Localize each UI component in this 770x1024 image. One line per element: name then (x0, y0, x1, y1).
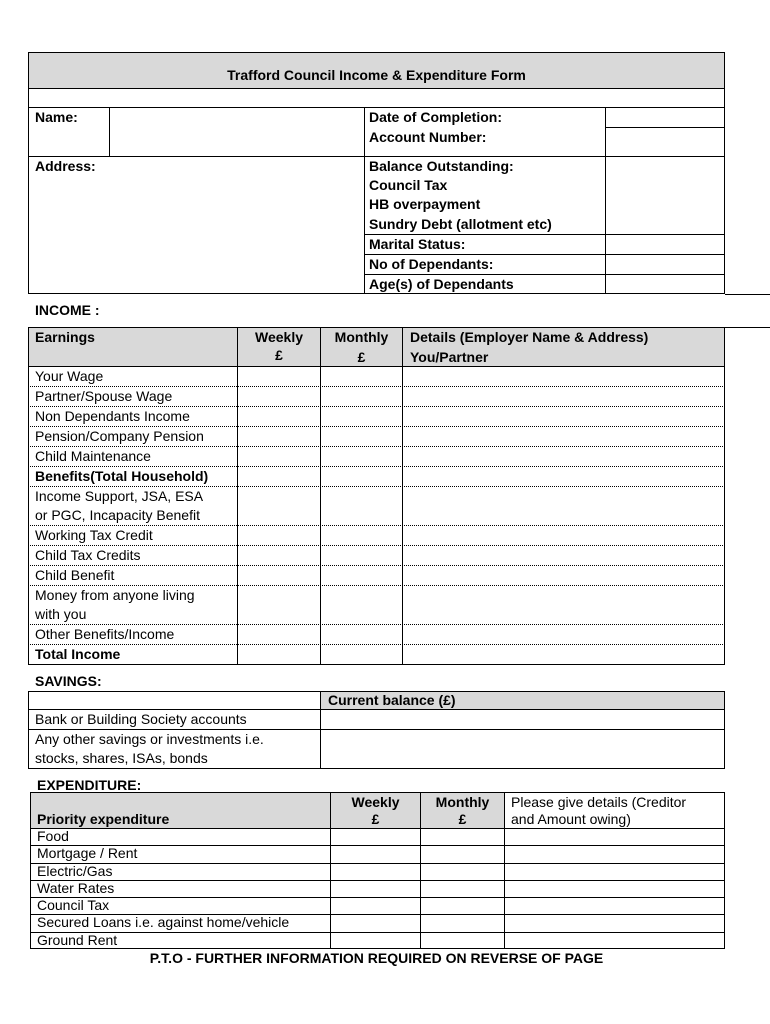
income-row-label: Child Tax Credits (35, 547, 141, 563)
income-weekly-cell[interactable] (238, 586, 320, 624)
earnings-header: Earnings (35, 329, 95, 345)
income-details-cell[interactable] (403, 546, 724, 565)
income-monthly-cell[interactable] (321, 427, 402, 446)
income-weekly-cell[interactable] (238, 625, 320, 644)
income-section-label: INCOME : (35, 302, 100, 318)
income-details-cell[interactable] (403, 487, 724, 525)
income-weekly-cell[interactable] (238, 427, 320, 446)
income-row-label: Other Benefits/Income (35, 626, 175, 642)
expenditure-row-label: Mortgage / Rent (37, 845, 138, 861)
income-monthly-cell[interactable] (321, 367, 402, 386)
savings-other-balance-field[interactable] (321, 730, 724, 769)
account-number-field[interactable] (606, 128, 724, 156)
address-field[interactable] (110, 157, 364, 294)
expenditure-row-label: Ground Rent (37, 932, 118, 948)
income-weekly-header: Weekly (255, 329, 303, 345)
income-details-cell[interactable] (403, 526, 724, 545)
ages-of-dependants-field[interactable] (606, 275, 724, 294)
expenditure-weekly-cell[interactable] (331, 864, 420, 880)
expenditure-details-cell[interactable] (505, 881, 724, 897)
expenditure-monthly-unit: £ (458, 811, 467, 827)
income-monthly-cell[interactable] (321, 487, 402, 525)
expenditure-monthly-cell[interactable] (421, 898, 504, 914)
income-details-cell[interactable] (403, 586, 724, 624)
income-details-cell[interactable] (403, 407, 724, 426)
account-number-label: Account Number: (369, 129, 487, 145)
income-weekly-unit: £ (275, 347, 283, 363)
expenditure-row-label: Council Tax (37, 897, 110, 913)
income-details-cell[interactable] (403, 387, 724, 406)
income-monthly-cell[interactable] (321, 566, 402, 585)
income-row-label: Income Support, JSA, ESA (35, 488, 204, 504)
income-row-label-line2: with you (35, 606, 87, 622)
form-title: Trafford Council Income & Expenditure Form (227, 67, 526, 83)
expenditure-details-subheader: and Amount owing) (511, 811, 631, 827)
income-monthly-header: Monthly (334, 329, 389, 345)
expenditure-monthly-cell[interactable] (421, 933, 504, 949)
expenditure-monthly-cell[interactable] (421, 881, 504, 897)
expenditure-section-label: EXPENDITURE: (37, 777, 142, 793)
expenditure-weekly-header: Weekly (351, 794, 400, 810)
income-monthly-cell[interactable] (321, 586, 402, 624)
income-weekly-cell[interactable] (238, 367, 320, 386)
council-tax-debt-label: Council Tax (369, 177, 448, 193)
dependants-field[interactable] (606, 255, 724, 274)
savings-section-label: SAVINGS: (35, 673, 102, 689)
expenditure-monthly-header: Monthly (435, 794, 490, 810)
savings-other-label-line2: stocks, shares, ISAs, bonds (35, 750, 208, 766)
expenditure-details-cell[interactable] (505, 829, 724, 845)
expenditure-row-label: Electric/Gas (37, 863, 113, 879)
income-monthly-unit: £ (357, 349, 366, 365)
name-label: Name: (35, 109, 78, 125)
expenditure-details-cell[interactable] (505, 915, 724, 931)
income-monthly-cell[interactable] (321, 546, 402, 565)
income-details-cell[interactable] (403, 625, 724, 644)
income-row-label: Your Wage (35, 368, 104, 384)
address-label: Address: (35, 158, 96, 174)
date-of-completion-field[interactable] (606, 108, 724, 127)
expenditure-weekly-cell[interactable] (331, 846, 420, 862)
income-weekly-cell[interactable] (238, 546, 320, 565)
income-row-label: Money from anyone living (35, 587, 195, 603)
balance-outstanding-label: Balance Outstanding: (369, 158, 514, 174)
date-of-completion-label: Date of Completion: (369, 109, 502, 125)
expenditure-details-cell[interactable] (505, 898, 724, 914)
income-weekly-cell[interactable] (238, 487, 320, 525)
income-monthly-cell[interactable] (321, 447, 402, 466)
income-details-header: Details (Employer Name & Address) (410, 329, 649, 345)
expenditure-details-cell[interactable] (505, 933, 724, 949)
income-monthly-cell[interactable] (321, 407, 402, 426)
name-field[interactable] (110, 108, 364, 156)
income-row-label: Child Maintenance (35, 448, 151, 464)
income-row-label: Total Income (35, 646, 121, 662)
hb-overpayment-label: HB overpayment (369, 196, 481, 212)
savings-bank-balance-field[interactable] (321, 710, 724, 729)
income-weekly-cell[interactable] (238, 566, 320, 585)
income-weekly-cell[interactable] (238, 645, 320, 664)
expenditure-monthly-cell[interactable] (421, 915, 504, 931)
expenditure-weekly-cell[interactable] (331, 933, 420, 949)
expenditure-row-label: Secured Loans i.e. against home/vehicle (37, 914, 290, 930)
income-details-cell[interactable] (403, 467, 724, 486)
expenditure-weekly-unit: £ (371, 811, 380, 827)
income-details-subheader: You/Partner (410, 349, 489, 365)
marital-status-label: Marital Status: (369, 236, 466, 252)
expenditure-monthly-cell[interactable] (421, 846, 504, 862)
expenditure-row-label: Water Rates (37, 880, 115, 896)
savings-other-label: Any other savings or investments i.e. (35, 731, 264, 747)
income-monthly-cell[interactable] (321, 467, 402, 486)
income-details-cell[interactable] (403, 645, 724, 664)
expenditure-monthly-cell[interactable] (421, 829, 504, 845)
income-weekly-cell[interactable] (238, 467, 320, 486)
expenditure-weekly-cell[interactable] (331, 829, 420, 845)
income-row-label: Benefits(Total Household) (35, 468, 209, 484)
expenditure-weekly-cell[interactable] (331, 915, 420, 931)
income-row-label: Partner/Spouse Wage (35, 388, 173, 404)
dependants-label: No of Dependants: (369, 256, 494, 272)
income-details-cell[interactable] (403, 447, 724, 466)
savings-bank-label: Bank or Building Society accounts (35, 711, 247, 727)
income-monthly-cell[interactable] (321, 625, 402, 644)
current-balance-header: Current balance (£) (328, 692, 456, 708)
income-weekly-cell[interactable] (238, 526, 320, 545)
income-monthly-cell[interactable] (321, 645, 402, 664)
income-weekly-cell[interactable] (238, 447, 320, 466)
income-row-label: Working Tax Credit (35, 527, 153, 543)
income-row-label: Non Dependants Income (35, 408, 190, 424)
sundry-debt-label: Sundry Debt (allotment etc) (369, 216, 552, 232)
income-monthly-cell[interactable] (321, 387, 402, 406)
ages-of-dependants-label: Age(s) of Dependants (369, 276, 514, 292)
income-row-label: Pension/Company Pension (35, 428, 204, 444)
income-weekly-cell[interactable] (238, 387, 320, 406)
income-row-label-line2: or PGC, Incapacity Benefit (35, 507, 200, 523)
expenditure-details-cell[interactable] (505, 846, 724, 862)
expenditure-monthly-cell[interactable] (421, 864, 504, 880)
marital-status-field[interactable] (606, 235, 724, 254)
priority-expenditure-header: Priority expenditure (37, 811, 170, 827)
income-details-cell[interactable] (403, 427, 724, 446)
expenditure-details-cell[interactable] (505, 864, 724, 880)
pto-footer: P.T.O - FURTHER INFORMATION REQUIRED ON REVERSE OF PAGE (149, 950, 604, 966)
expenditure-weekly-cell[interactable] (331, 881, 420, 897)
balance-outstanding-field[interactable] (606, 157, 724, 234)
income-weekly-cell[interactable] (238, 407, 320, 426)
income-row-label: Child Benefit (35, 567, 115, 583)
income-monthly-cell[interactable] (321, 526, 402, 545)
income-details-cell[interactable] (403, 367, 724, 386)
expenditure-row-label: Food (37, 828, 69, 844)
income-details-cell[interactable] (403, 566, 724, 585)
expenditure-details-header: Please give details (Creditor (511, 794, 687, 810)
expenditure-weekly-cell[interactable] (331, 898, 420, 914)
